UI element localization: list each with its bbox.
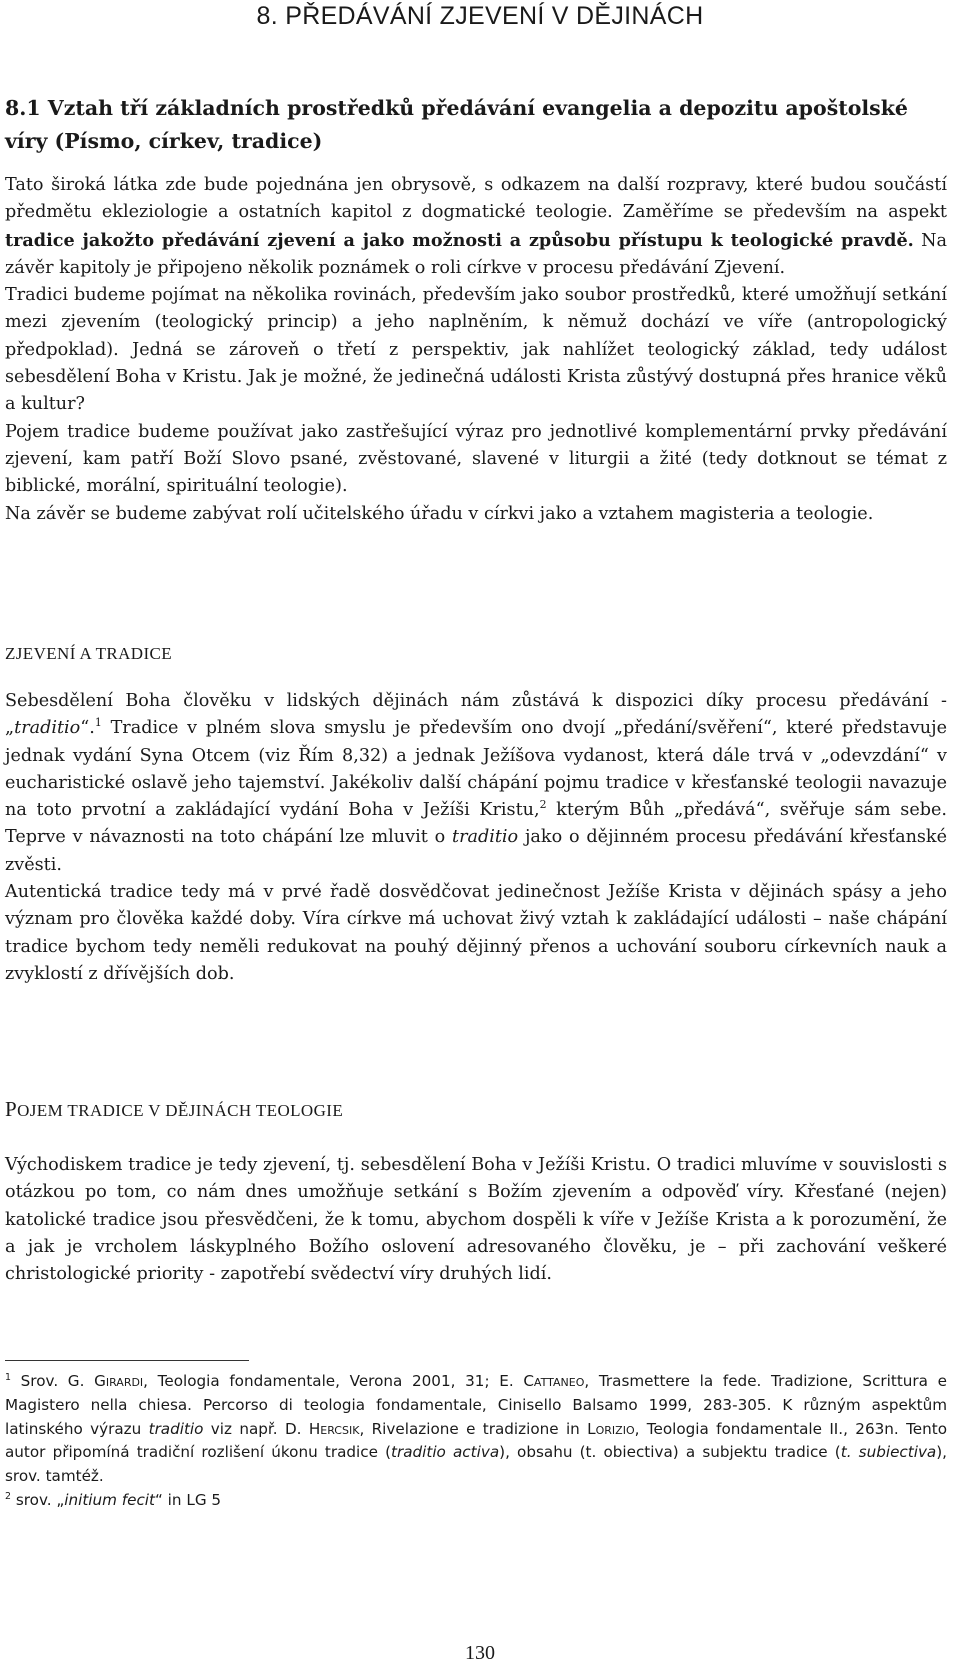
footnote-ref-1[interactable]: 1 [94, 716, 102, 730]
footnote-2: $^2$ srov. „initium fecit“ in LG 5 [5, 1490, 222, 1509]
intro-paragraph-1: Tato široká látka zde bude pojednána jen obrysově, s odkazem na další rozpravy, které budou součástí předmětu ekleziologie a ostatních kapitol z dogmatické teologie. Zaměříme se především na aspekt tradice jakožto předávání zjevení a jako možnosti a způsobu přístupu k teologické pravdě. Na závěr kapitoly je připojeno několik poznámek o roli církve v procesu předávání Zjevení. [5, 175, 947, 278]
section3-body [5, 1152, 947, 1288]
section2-body [5, 688, 947, 988]
intro-paragraph-4: Na závěr se budeme zabývat rolí učitelského úřadu v církvi jako a vztahem magisteria a teologie. [5, 503, 874, 524]
page-number: 130 [465, 1642, 495, 1664]
section3-paragraph-1: Východiskem tradice je tedy zjevení, tj. sebesdělení Boha v Ježíši Kristu. O tradici mluvíme v souvislosti s otázkou po tom, co nám dnes umožňuje setkání s Božím zjevením a odpověď víry. Křesťané (nejen) katolické tradice jsou přesvědčeni, že k tomu, abychom dospěli k víře v Ježíše Krista a k porozumění, že a jak je vrcholem láskyplného Božího oslovení adresovaného člověku, je – při zachování veškeré christologické priority - zapotřebí svědectví víry druhých lidí. [5, 1155, 947, 1285]
section2-paragraph-1: Sebesdělení Boha člověku v lidských dějinách nám zůstává k dispozici díky procesu předávání - „traditio“.$^1$ Tradice v plném slova smyslu je především ono dvojí „předání/svěření“, které představuje jednak vydání Syna Otcem (viz Řím 8,32) a jednak Ježíšova vydanost, která dále trvá v „odevzdání“ v eucharistické oslavě jeho tajemství. Jakékoliv další chápání pojmu tradice v křesťanské teologii navazuje na toto prvotní a zakládající vydání Boha v Ježíši Kristu,$^2$ kterým Bůh „předává“, svěřuje sám sebe. Teprve v návaznosti na toto chápání lze mluvit o traditio jako o dějinném procesu předávání křesťanské zvěsti. [5, 691, 948, 875]
intro-paragraph-3: Pojem tradice budeme používat jako zastřešující výraz pro jednotlivé komplementární prvky předávání zjevení, kam patří Boží Slovo psané, zvěstované, slavené v liturgii a žité (tedy dotknout se témat z biblické, morální, spirituální teologie). [5, 421, 947, 497]
footnotes [5, 1370, 947, 1513]
section2-paragraph-2: Autentická tradice tedy má v prvé řadě dosvědčovat jedinečnost Ježíše Krista v dějinách spásy a jeho význam pro člověka každé doby. Víra církve má uchovat živý vztah k zakládající události – naše chápání tradice bychom tedy neměli redukovat na pouhý dějinný přenos a uchování souboru církevních nauk a zvyklostí z dřívějších dob. [5, 882, 947, 984]
footnote-separator [5, 1360, 249, 1361]
section-title: 8.1 Vztah tří základních prostředků předávání evangelia a depozitu apoštolské víry (Písmo, církev, tradice) [5, 96, 908, 153]
chapter-title: 8. PŘEDÁVÁNÍ ZJEVENÍ V DĚJINÁCH [256, 2, 704, 30]
intro-paragraph-2: Tradici budeme pojímat na několika rovinách, především jako soubor prostředků, které umožňují setkání mezi zjevením (teologický princip) a jeho naplněním, k němuž dochází ve víře (antropologický předpoklad). Jedná se zároveň o třetí z perspektiv, jak nahlížet teologický základ, tedy událost sebesdělení Boha v Kristu. Jak je možné, že jedinečná události Krista zůstývý dostupná přes hranice věků a kultur? [5, 285, 947, 415]
intro-body [5, 172, 947, 528]
intro-bold-phrase: tradice jakožto předávání zjevení a jako možnosti a způsobu přístupu k teologické pravdě. [5, 229, 914, 251]
heading-zjeveni-a-tradice: ZJEVENÍ A TRADICE [5, 644, 173, 663]
footnote-ref-2[interactable]: 2 [539, 798, 547, 812]
heading-pojem-tradice: POJEM TRADICE V DĚJINÁCH TEOLOGIE [5, 1097, 344, 1121]
footnote-1: $^1$ Srov. G. Girardi, Teologia fondamentale, Verona 2001, 31; E. Cattaneo, Trasmettere la fede. Tradizione, Scrittura e Magistero nella chiesa. Percorso di teologia fondamentale, Cinisello Balsamo 1999, 283-305. K různým aspektům latinského výrazu traditio viz např. D. Hercsik, Rivelazione e tradizione in Lorizio, Teologia fondamentale II., 263n. Tento autor připomíná tradiční rozlišení úkonu tradice (traditio activa), obsahu (t. obiectiva) a subjektu tradice (t. subiectiva), srov. tamtéž. [5, 1371, 948, 1486]
